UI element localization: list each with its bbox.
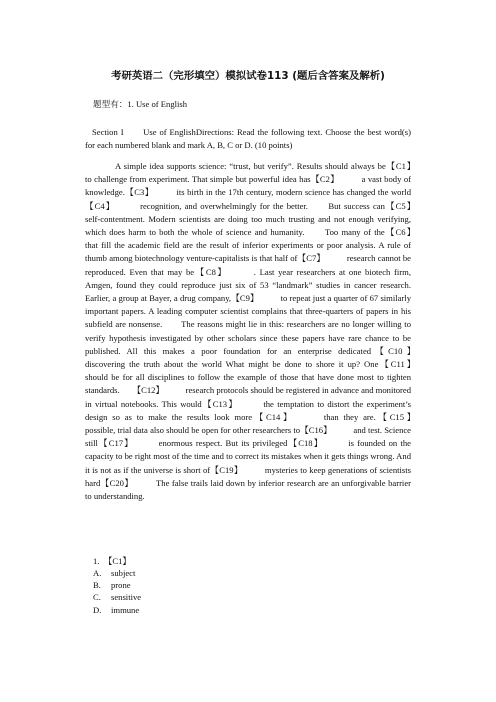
option-c[interactable]	[93, 591, 141, 603]
option-d[interactable]	[93, 604, 141, 616]
option-a[interactable]	[93, 567, 141, 579]
option-text: immune	[111, 604, 140, 615]
option-text: subject	[111, 568, 136, 578]
option-letter: C.	[93, 592, 101, 603]
option-text: prone	[111, 580, 131, 591]
section-directions: Section I Use of EnglishDirections: Read the following text. Choose the best word(s) for each numbered blank and mark A, B, C or D. (10 points)	[85, 127, 411, 150]
option-b[interactable]	[93, 579, 141, 591]
question-label: 1. 【C1】	[93, 556, 131, 566]
answer-options	[93, 567, 141, 616]
option-letter: D.	[93, 604, 102, 615]
option-letter: A.	[93, 568, 102, 578]
option-letter: B.	[93, 580, 101, 591]
page-title: 考研英语二（完形填空）模拟试卷113 (题后含答案及解析)	[111, 70, 385, 82]
question-type-line: 题型有：1. Use of English	[93, 99, 188, 109]
option-text: sensitive	[111, 592, 142, 603]
cloze-passage: A simple idea supports science: “trust, but verify”. Results should always be【C1】 to challenge from experiment. That simple but powerful idea has【C2】 a vast body of knowledge.【C3】 its birth in the 17th century, modern science has changed the world【C4】 recognition, and overwhelmingly for the better. But success can【C5】 self-contentment. Modern scientists are doing too much trusting and not enough verifying, which does harm to both the whole of science and humanity. Too many of the【C6】 that fill the academic field are the result of inferior experiments or poor analysis. A rule of thumb among biotechnology venture-capitalists is that half of【C7】 research cannot be reproduced. Even that may be【C8】 . Last year researchers at one biotech firm, Amgen, found they could reproduce just six of 53 “landmark” studies in cancer research. Earlier, a group at Bayer, a drug company,【C9】 to repeat just a quarter of 67 similarly important papers. A leading computer scientist complains that three-quarters of papers in his subfield are nonsense. The reasons might lie in this: researchers are no longer willing to verify hypothesis investigated by other scholars since these papers have rare chance to be published. All this makes a poor foundation for an enterprise dedicated【C10】 discovering the truth about the world What might be done to shore it up? One【C11】 should be for all disciplines to follow the example of those that have done most to tighten standards. 【C12】 research protocols should be registered in advance and monitored in virtual notebooks. This would【C13】 the temptation to distort the experiment’s design so as to make the results look more【C14】 than they are.【C15】 possible, trial data also should be open for other researchers to【C16】 and test. Science still【C17】 enormous respect. But its privileged【C18】 is founded on the capacity to be right most of the time and to correct its mistakes when it gets things wrong. And it is not as if the universe is short of【C19】 mysteries to keep generations of scientists hard【C20】 The false trails laid down by inferior research are an unforgivable barrier to understanding.	[85, 161, 437, 502]
